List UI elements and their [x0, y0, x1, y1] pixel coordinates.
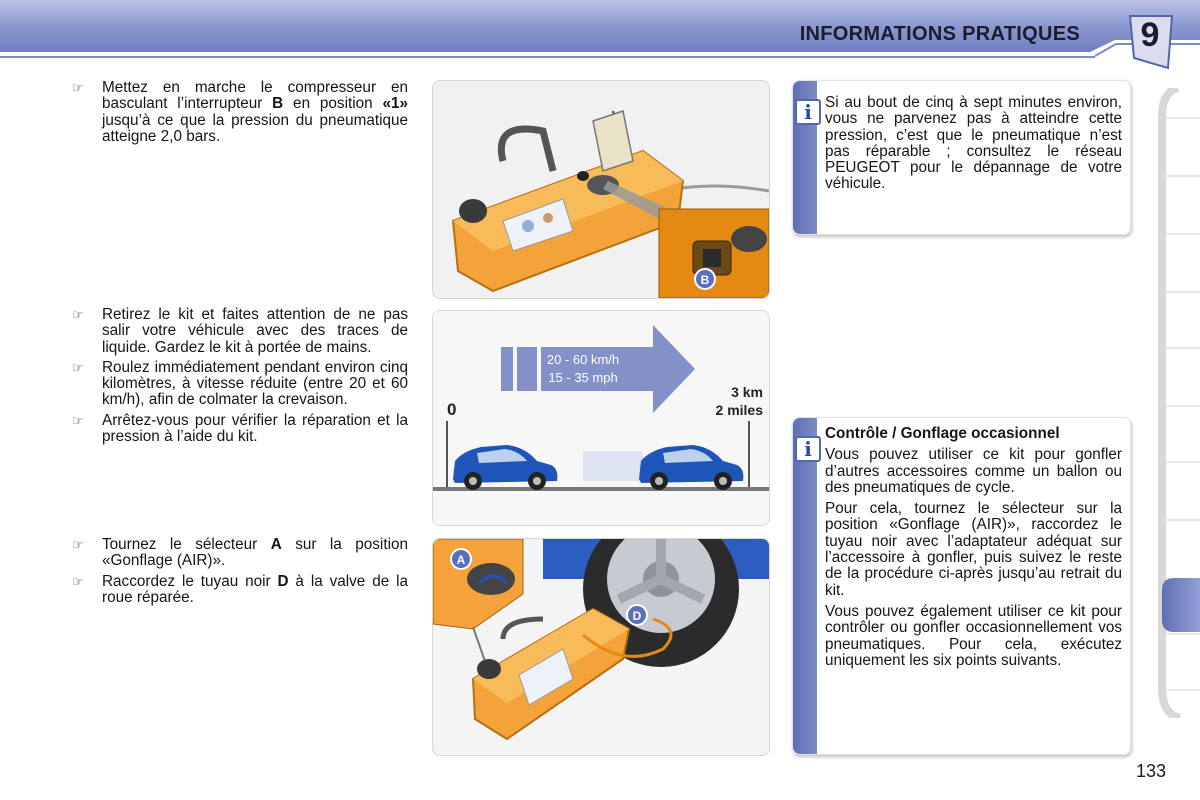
info-paragraph: Pour cela, tournez le sélecteur sur la position «Gonflage (AIR)», raccordez le tuyau noir avec l’adaptateur adéquat sur l’accessoire à gonfler, puis suivez le reste de la procédure ci-après jusqu’au retrait du kit. [825, 500, 1122, 599]
info-box-accent-bar [793, 418, 817, 754]
speed-kmh-label: 20 - 60 km/h [546, 352, 620, 367]
label-a: A [456, 553, 466, 567]
page-number: 133 [1136, 761, 1167, 781]
instruction-step [72, 80, 408, 145]
step-emphasis: D [277, 572, 289, 590]
info-box-occasional-inflation [792, 417, 1131, 755]
section-title: INFORMATIONS PRATIQUES [799, 23, 1080, 45]
info-icon: i [795, 99, 821, 125]
info-body [825, 426, 1122, 674]
info-title: Contrôle / Gonflage occasionnel [825, 425, 1060, 442]
step-emphasis: A [270, 536, 282, 553]
instruction-step [72, 574, 408, 607]
step-text: Retirez le kit et faites attention de ne pas salir votre véhicule avec des traces de liquide. Gardez le kit à portée de mains. [102, 306, 408, 356]
step-emphasis: B [272, 95, 284, 113]
info-text: Si au bout de cinq à sept minutes environ, vous ne parvenez pas à atteindre cette pression, c’est que le pneumatique n’est pas réparable ; consultez le réseau PEUGEOT pour le dépannage de votre véhicule. [825, 94, 1122, 193]
label-b: B [700, 273, 710, 287]
step-text: sur la position «Gonflage (AIR)». [102, 536, 408, 570]
step-text: en position [283, 95, 383, 113]
step-text: Raccordez le tuyau noir [102, 572, 278, 590]
step-text: Roulez immédiatement pendant environ cinq kilomètres, à vitesse réduite (entre 20 et 60 km/h), afin de colmater la crevaison. [102, 358, 408, 409]
info-paragraph: Vous pouvez également utiliser ce kit pour contrôler ou gonfler occasionnellement vos pneumatiques. Pour cela, exécutez uniquement les six points suivants. [825, 602, 1122, 669]
info-box-pressure-warning [792, 80, 1131, 235]
step-text: Arrêtez-vous pour vérifier la réparation et la pression à l’aide du kit. [102, 411, 408, 446]
instructions-step-block-3 [72, 537, 408, 610]
hand-pointer-icon: ☞ [72, 538, 84, 553]
active-chapter-tab[interactable] [1160, 578, 1200, 632]
instructions-step-block-1 [72, 80, 408, 149]
instruction-step [72, 360, 408, 409]
hand-pointer-icon: ☞ [72, 308, 84, 323]
speed-mph-label: 15 - 35 mph [548, 370, 618, 385]
instruction-step [72, 413, 408, 446]
page-header [0, 0, 1200, 62]
step-text: jusqu’à ce que la pression du pneumatique atteigne 2,0 bars. [102, 111, 408, 145]
connect-hose-illustration [432, 538, 770, 756]
chapter-number: 9 [1140, 16, 1160, 54]
hand-pointer-icon: ☞ [72, 413, 84, 429]
info-icon: i [795, 436, 821, 462]
step-text: Tournez le sélecteur [102, 536, 271, 553]
instruction-step [72, 537, 408, 570]
compressor-switch-illustration [432, 80, 770, 299]
distance-miles-label: 2 miles [715, 402, 763, 418]
step-text: à la valve de la roue réparée. [102, 572, 409, 606]
instruction-step [72, 307, 408, 356]
instructions-step-block-2 [72, 307, 408, 449]
info-paragraph: Vous pouvez utiliser ce kit pour gonfler d’autres accessoires comme un ballon ou des pneumatiques de cycle. [825, 446, 1122, 496]
start-distance-label: 0 [447, 400, 457, 419]
hand-pointer-icon: ☞ [72, 574, 84, 590]
step-text: Mettez en marche le compresseur en basculant l’interrupteur [102, 79, 408, 113]
label-d: D [632, 609, 642, 623]
hand-pointer-icon: ☞ [72, 81, 84, 96]
step-emphasis: «1» [382, 95, 408, 113]
distance-km-label: 3 km [731, 384, 763, 400]
drive-speed-illustration [432, 310, 770, 526]
hand-pointer-icon: ☞ [72, 360, 84, 376]
